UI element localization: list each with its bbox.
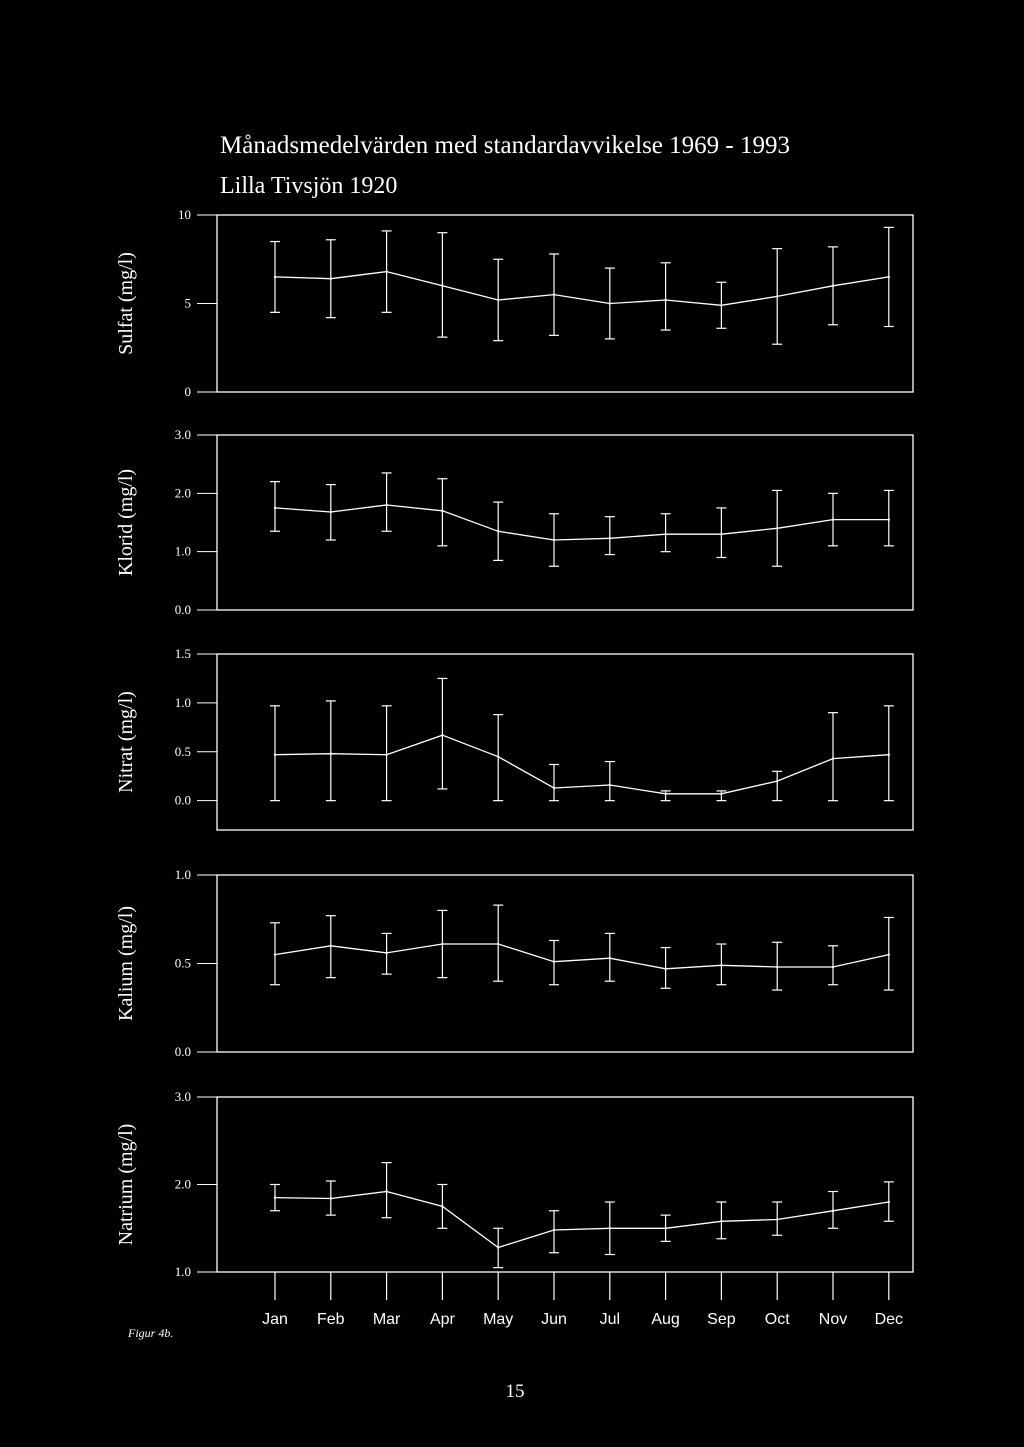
- data-point: [776, 966, 778, 968]
- x-tick-label: May: [483, 1311, 514, 1328]
- x-tick-label: Aug: [651, 1311, 680, 1328]
- data-point: [497, 943, 499, 945]
- data-point: [888, 1201, 890, 1203]
- y-tick-label: 1.0: [174, 1264, 191, 1279]
- data-point: [664, 299, 666, 301]
- data-point: [888, 276, 890, 278]
- data-point: [497, 299, 499, 301]
- data-point: [274, 953, 276, 955]
- data-point: [497, 530, 499, 532]
- x-tick-label: Nov: [818, 1311, 848, 1328]
- y-tick-label: 0.5: [174, 743, 191, 759]
- y-tick-label: 3.0: [174, 427, 191, 442]
- data-point: [720, 1220, 722, 1222]
- x-tick-label: Sep: [707, 1311, 736, 1328]
- y-axis-label: Kalium (mg/l): [115, 906, 137, 1021]
- y-tick-label: 5: [184, 295, 191, 311]
- y-axis-label: Klorid (mg/l): [115, 468, 137, 577]
- data-point: [609, 302, 611, 304]
- data-point: [888, 518, 890, 520]
- data-point: [720, 304, 722, 306]
- page-number: 15: [505, 1381, 525, 1402]
- data-point: [274, 507, 276, 509]
- data-point: [553, 293, 555, 295]
- data-point: [441, 1205, 443, 1207]
- data-point: [609, 537, 611, 539]
- y-tick-label: 0: [184, 384, 191, 399]
- x-tick-label: Mar: [372, 1311, 401, 1328]
- data-point: [330, 278, 332, 280]
- data-point: [664, 968, 666, 970]
- y-tick-label: 1.0: [174, 543, 191, 559]
- data-point: [832, 966, 834, 968]
- data-point: [832, 518, 834, 520]
- data-point: [888, 754, 890, 756]
- data-point: [776, 295, 778, 297]
- data-point: [664, 533, 666, 535]
- x-tick-label: Oct: [764, 1311, 790, 1328]
- y-tick-label: 2.0: [174, 485, 191, 501]
- data-point: [274, 1196, 276, 1198]
- data-point: [385, 1190, 387, 1192]
- data-point: [274, 754, 276, 756]
- data-point: [776, 1218, 778, 1220]
- data-point: [888, 953, 890, 955]
- data-point: [553, 1229, 555, 1231]
- data-point: [441, 285, 443, 287]
- chart-subtitle: Lilla Tivsjön 1920: [220, 173, 398, 199]
- data-point: [441, 734, 443, 736]
- data-point: [441, 510, 443, 512]
- data-point: [497, 1246, 499, 1248]
- y-tick-label: 0.0: [174, 602, 191, 617]
- data-point: [720, 533, 722, 535]
- data-point: [497, 755, 499, 757]
- y-tick-label: 1.5: [174, 646, 191, 661]
- data-point: [776, 780, 778, 782]
- x-tick-label: Dec: [874, 1311, 904, 1328]
- data-point: [274, 276, 276, 278]
- data-point: [609, 784, 611, 786]
- data-point: [385, 504, 387, 506]
- data-point: [664, 793, 666, 795]
- y-tick-label: 0.5: [174, 955, 191, 971]
- data-point: [720, 793, 722, 795]
- data-point: [776, 527, 778, 529]
- y-tick-label: 0.0: [174, 792, 191, 808]
- data-point: [553, 961, 555, 963]
- data-point: [330, 753, 332, 755]
- data-point: [832, 757, 834, 759]
- data-point: [832, 1210, 834, 1212]
- data-point: [609, 957, 611, 959]
- data-point: [609, 1227, 611, 1229]
- x-tick-label: Jul: [599, 1311, 621, 1328]
- y-tick-label: 10: [178, 207, 191, 222]
- y-tick-label: 1.0: [174, 694, 191, 710]
- data-point: [330, 511, 332, 513]
- y-axis-label: Natrium (mg/l): [115, 1123, 137, 1246]
- data-point: [553, 539, 555, 541]
- data-point: [385, 270, 387, 272]
- data-point: [441, 943, 443, 945]
- data-point: [330, 1197, 332, 1199]
- chart-title: Månadsmedelvärden med standardavvikelse 1969 - 1993: [220, 132, 790, 159]
- data-point: [385, 754, 387, 756]
- y-tick-label: 0.0: [174, 1044, 191, 1059]
- y-tick-label: 2.0: [174, 1176, 191, 1192]
- y-tick-label: 3.0: [174, 1089, 191, 1104]
- figure-label: Figur 4b.: [128, 1326, 174, 1340]
- y-axis-label: Sulfat (mg/l): [115, 252, 137, 355]
- y-axis-label: Nitrat (mg/l): [115, 691, 137, 793]
- data-point: [832, 285, 834, 287]
- data-point: [330, 945, 332, 947]
- data-point: [720, 964, 722, 966]
- y-tick-label: 1.0: [174, 867, 191, 882]
- data-point: [385, 952, 387, 954]
- data-point: [553, 787, 555, 789]
- x-tick-label: Feb: [317, 1311, 345, 1328]
- data-point: [664, 1227, 666, 1229]
- x-tick-label: Jan: [262, 1311, 288, 1328]
- x-tick-label: Jun: [541, 1311, 567, 1328]
- x-tick-label: Apr: [429, 1311, 455, 1328]
